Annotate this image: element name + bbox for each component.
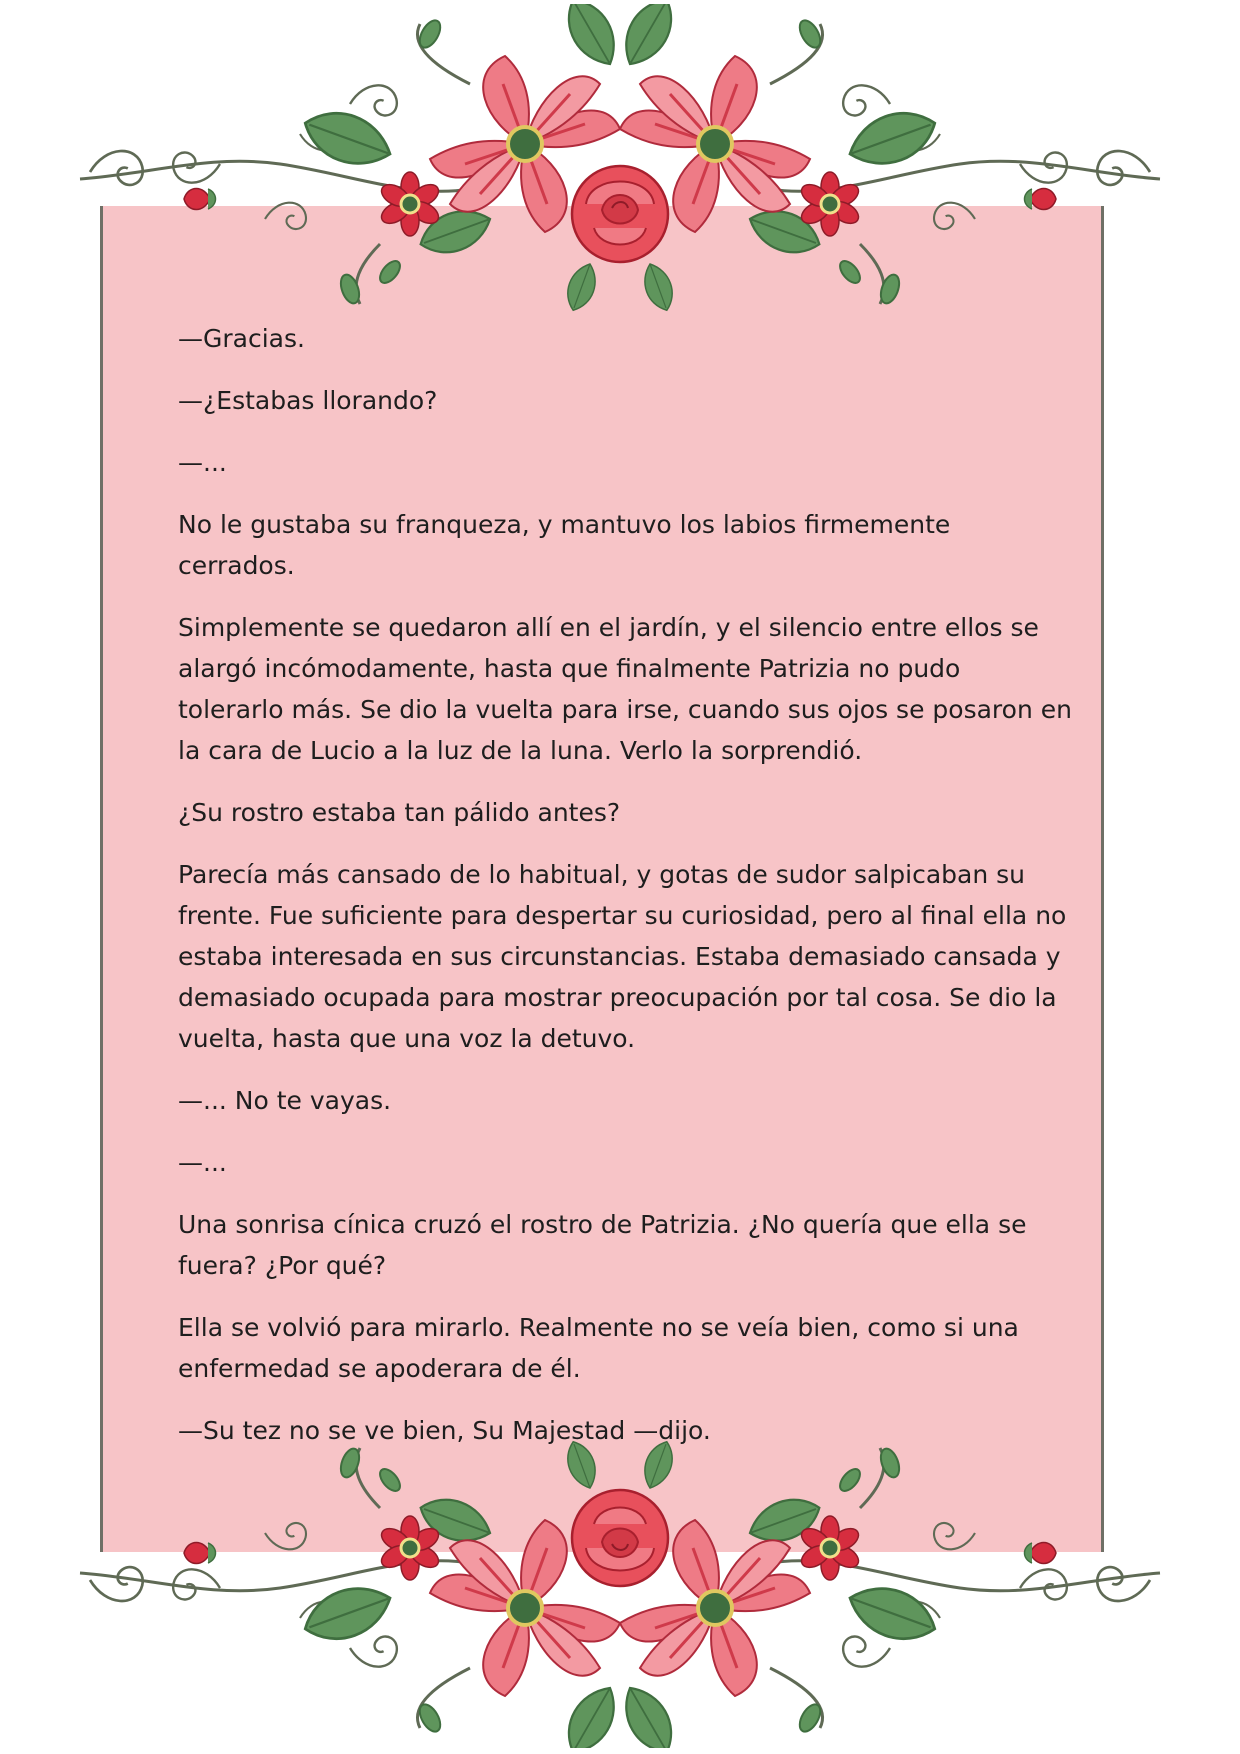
- paragraph: No le gustaba su franqueza, y mantuvo los labios firmemente cerrados.: [178, 510, 951, 580]
- story-text: [178, 318, 1073, 1472]
- paragraph: Una sonrisa cínica cruzó el rostro de Patrizia. ¿No quería que ella se fuera? ¿Por qué?: [178, 1210, 1027, 1280]
- paragraph: —¿Estabas llorando?: [178, 386, 438, 415]
- paragraph: —...: [178, 1148, 227, 1177]
- paragraph: Parecía más cansado de lo habitual, y gotas de sudor salpicaban su frente. Fue suficiente para despertar su curiosidad, pero al final ella no estaba interesada en sus circunstancias. Estaba demasiado cansada y demasiado ocupada para mostrar preocupación por tal cosa. Se dio la vuelta, hasta que una voz la detuvo.: [178, 860, 1067, 1053]
- paragraph: —... No te vayas.: [178, 1086, 392, 1115]
- paragraph: Ella se volvió para mirarlo. Realmente no se veía bien, como si una enfermedad se apoderara de él.: [178, 1313, 1019, 1383]
- floral-border-top: [50, 4, 1190, 334]
- paragraph: ¿Su rostro estaba tan pálido antes?: [178, 798, 621, 827]
- paragraph: —Gracias.: [178, 324, 305, 353]
- paragraph: —Su tez no se ve bien, Su Majestad —dijo.: [178, 1416, 711, 1445]
- paragraph: —...: [178, 448, 227, 477]
- paragraph: Simplemente se quedaron allí en el jardín, y el silencio entre ellos se alargó incómodamente, hasta que finalmente Patrizia no pudo tolerarlo más. Se dio la vuelta para irse, cuando sus ojos se posaron en la cara de Lucio a la luz de la luna. Verlo la sorprendió.: [178, 613, 1072, 765]
